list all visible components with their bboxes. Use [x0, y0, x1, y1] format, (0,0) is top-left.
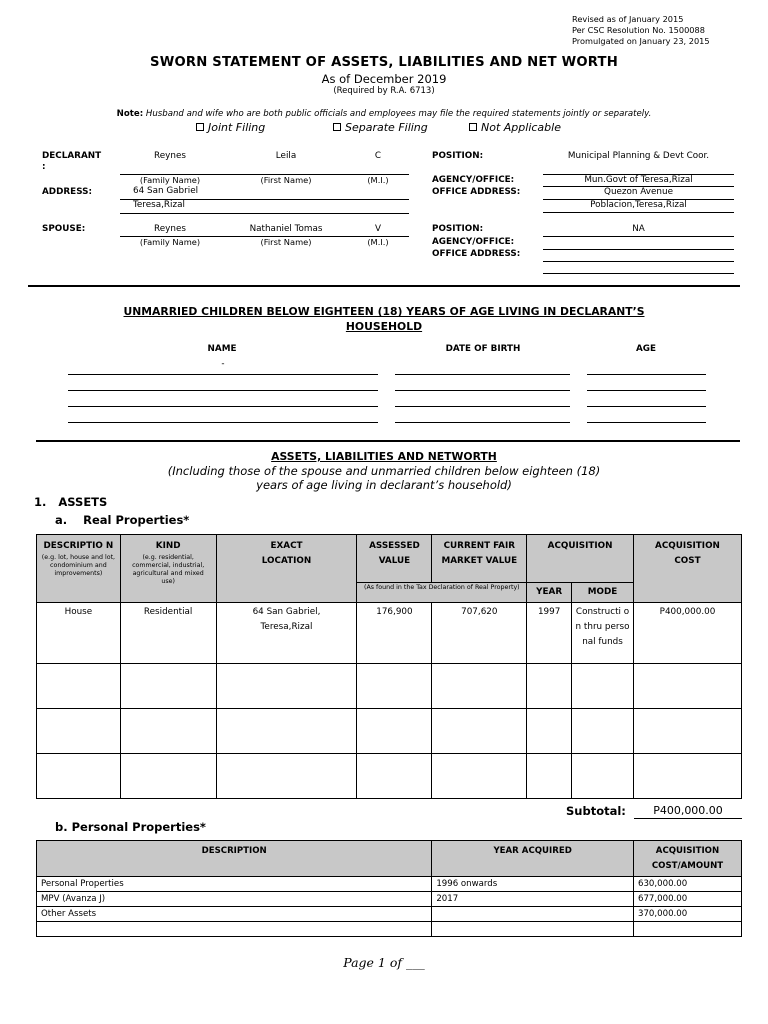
- cell-location: [216, 664, 357, 709]
- personal-properties-table: [36, 840, 742, 937]
- underline: [587, 406, 706, 407]
- col-label: YEAR: [536, 587, 563, 597]
- alnw-subtitle: (Including those of the spouse and unmarried children below eighteen (18): [167, 464, 601, 478]
- col-label: ACQUISITION: [547, 541, 613, 551]
- col-hint: (e.g. residential, commercial, industrial, agricultural and mixed use): [132, 554, 205, 585]
- col-cost: [633, 535, 741, 603]
- col-age: AGE: [635, 344, 657, 354]
- cell-cost: P400,000.00: [633, 603, 741, 664]
- cell-assessed: 176,900: [357, 603, 432, 664]
- first-name-caption: (First Name): [260, 175, 312, 185]
- cell-description: Personal Properties: [37, 877, 432, 892]
- table-row: [37, 603, 742, 664]
- cell-kind: [120, 664, 216, 709]
- children-heading: [0, 304, 768, 334]
- declarant-office-address-2: Poblacion,Teresa,Rizal: [590, 200, 687, 210]
- checkbox-icon[interactable]: [196, 123, 204, 131]
- declarant-office-address-1: Quezon Avenue: [604, 187, 673, 197]
- col-kind: [120, 535, 216, 603]
- col-label: ACQUISITION COST/AMOUNT: [651, 846, 724, 871]
- revision-line: Revised as of January 2015: [572, 14, 684, 24]
- cell-year: [527, 709, 572, 754]
- mi-caption: (M.I.): [367, 237, 389, 247]
- personal-properties-heading: b. Personal Properties*: [55, 820, 206, 834]
- cell-assessed: [357, 664, 432, 709]
- revision-line: Per CSC Resolution No. 1500088: [572, 25, 705, 35]
- cell-description: [37, 922, 432, 937]
- cell-year: [527, 664, 572, 709]
- section-divider: [28, 285, 740, 287]
- cell-fair: 707,620: [432, 603, 527, 664]
- declarant-family-name: Reynes: [154, 151, 186, 161]
- underline: [543, 273, 734, 274]
- col-acquisition-cost: [634, 841, 742, 877]
- col-label: ACQUISITION COST: [655, 541, 720, 566]
- cell-year: [432, 922, 634, 937]
- note-text: Husband and wife who are both public officials and employees may file the required statements jointly or separately.: [145, 109, 652, 119]
- declarant-colon: :: [42, 162, 46, 172]
- col-fair-value: [432, 535, 527, 583]
- address-label: ADDRESS:: [42, 187, 92, 197]
- spouse-position-label: POSITION:: [432, 224, 484, 234]
- real-properties-table: [36, 534, 742, 799]
- spouse-position: NA: [632, 224, 645, 234]
- col-hint: (e.g. lot, house and lot, condominium and improvements): [41, 554, 116, 577]
- cell-cost: [633, 754, 741, 799]
- underline: [395, 422, 570, 423]
- address-line-1: 64 San Gabriel: [133, 186, 199, 196]
- cell-year: 2017: [432, 892, 634, 907]
- table-row: [37, 664, 742, 709]
- spouse-office-address-label: OFFICE ADDRESS:: [432, 249, 521, 259]
- spouse-label: SPOUSE:: [42, 224, 86, 234]
- col-hint: (As found in the Tax Declaration of Real Property): [364, 584, 520, 591]
- col-dob: DATE OF BIRTH: [445, 344, 521, 354]
- underline: [120, 213, 409, 214]
- cell-mode: [572, 754, 634, 799]
- underline: [68, 406, 378, 407]
- child-name: -: [221, 359, 225, 369]
- cell-assessed: [357, 754, 432, 799]
- cell-kind: Residential: [120, 603, 216, 664]
- col-assessed: [357, 535, 432, 583]
- assets-heading: 1. ASSETS: [34, 495, 108, 509]
- checkbox-icon[interactable]: [469, 123, 477, 131]
- cell-location: [216, 754, 357, 799]
- cell-kind: [120, 754, 216, 799]
- note-label: Note:: [116, 109, 144, 119]
- underline: [543, 261, 734, 262]
- spouse-mi: V: [374, 224, 382, 234]
- checkbox-icon[interactable]: [333, 123, 341, 131]
- underline: [68, 390, 378, 391]
- col-label: MODE: [587, 587, 618, 597]
- cell-mode-text: Constructi on thru personal funds: [575, 607, 630, 647]
- underline: [68, 422, 378, 423]
- page-footer: Page 1 of ___: [343, 955, 425, 970]
- declarant-label: DECLARANT: [42, 151, 102, 161]
- underline: [543, 249, 734, 250]
- cell-assessed: [357, 709, 432, 754]
- cell-description: [37, 664, 121, 709]
- revision-note: [572, 14, 732, 47]
- underline: [543, 236, 734, 237]
- col-label: KIND: [155, 541, 181, 551]
- cell-mode: [572, 709, 634, 754]
- declarant-mi: C: [374, 151, 382, 161]
- col-label: CURRENT FAIR MARKET VALUE: [441, 541, 518, 566]
- alnw-heading: [0, 450, 768, 492]
- first-name-caption: (First Name): [260, 237, 312, 247]
- cell-location: [216, 709, 357, 754]
- family-name-caption: (Family Name): [139, 175, 201, 185]
- spouse-first-name: Nathaniel Tomas: [249, 224, 323, 234]
- children-heading-line: HOUSEHOLD: [345, 320, 423, 333]
- cell-description: MPV (Avanza J): [37, 892, 432, 907]
- underline: [395, 390, 570, 391]
- underline: [587, 374, 706, 375]
- cell-year: 1996 onwards: [432, 877, 634, 892]
- cell-location: [216, 603, 357, 664]
- value-hint-cell: [357, 583, 527, 603]
- alnw-title: ASSETS, LIABILITIES AND NETWORTH: [271, 450, 497, 463]
- declarant-position: Municipal Planning & Devt Coor.: [567, 151, 710, 161]
- underline: [395, 374, 570, 375]
- real-properties-heading: a. Real Properties*: [55, 513, 190, 527]
- declarant-agency: Mun.Govt of Teresa,Rizal: [584, 175, 693, 185]
- underline: [587, 390, 706, 391]
- col-description: DESCRIPTION: [37, 841, 432, 877]
- table-row: [37, 922, 742, 937]
- cell-cost: 370,000.00: [634, 907, 742, 922]
- cell-year: [432, 907, 634, 922]
- table-row: [37, 907, 742, 922]
- col-name: NAME: [207, 344, 237, 354]
- subtotal-label: Subtotal:: [566, 804, 626, 818]
- cell-fair: [432, 664, 527, 709]
- as-of-date: As of December 2019: [321, 72, 447, 86]
- col-description: [37, 535, 121, 603]
- filing-option-separate[interactable]: [333, 121, 428, 134]
- col-label: DESCRIPTIO N: [43, 541, 114, 551]
- filing-option-not-applicable[interactable]: [469, 121, 561, 134]
- filing-option-label: Separate Filing: [345, 121, 428, 134]
- cell-description: [37, 754, 121, 799]
- table-row: [37, 892, 742, 907]
- col-mode: [572, 583, 634, 603]
- address-line-2: Teresa,Rizal: [133, 200, 185, 210]
- underline: [395, 406, 570, 407]
- children-heading-line: UNMARRIED CHILDREN BELOW EIGHTEEN (18) YEARS OF AGE LIVING IN DECLARANT’S: [123, 305, 645, 318]
- cell-cost: [633, 709, 741, 754]
- col-year-acquired: YEAR ACQUIRED: [432, 841, 634, 877]
- section-divider: [36, 440, 740, 442]
- cell-mode: [572, 664, 634, 709]
- filing-option-label: Joint Filing: [208, 121, 266, 134]
- col-label: EXACT LOCATION: [261, 541, 312, 566]
- cell-description: House: [37, 603, 121, 664]
- cell-mode: [572, 603, 634, 664]
- filing-option-joint[interactable]: [196, 121, 265, 134]
- cell-location-text: 64 San Gabriel, Teresa,Rizal: [252, 607, 321, 632]
- table-row: [37, 877, 742, 892]
- cell-cost: 677,000.00: [634, 892, 742, 907]
- cell-year: 1997: [527, 603, 572, 664]
- alnw-subtitle: years of age living in declarant’s household): [256, 478, 512, 492]
- agency-label: AGENCY/OFFICE:: [432, 175, 515, 185]
- subtotal-value: P400,000.00: [634, 804, 742, 819]
- col-year: [527, 583, 572, 603]
- spouse-family-name: Reynes: [154, 224, 186, 234]
- table-row: [37, 709, 742, 754]
- col-location: [216, 535, 357, 603]
- underline: [68, 374, 378, 375]
- col-label: ASSESSED VALUE: [369, 541, 420, 566]
- cell-cost: [633, 664, 741, 709]
- cell-kind: [120, 709, 216, 754]
- cell-cost: 630,000.00: [634, 877, 742, 892]
- spouse-agency-label: AGENCY/OFFICE:: [432, 237, 515, 247]
- position-label: POSITION:: [432, 151, 484, 161]
- cell-year: [527, 754, 572, 799]
- col-acquisition: [527, 535, 634, 583]
- document-title: SWORN STATEMENT OF ASSETS, LIABILITIES AND NET WORTH: [150, 55, 618, 70]
- filing-note: [0, 109, 768, 119]
- cell-cost: [634, 922, 742, 937]
- required-by: (Required by R.A. 6713): [333, 86, 435, 96]
- revision-line: Promulgated on January 23, 2015: [572, 36, 710, 46]
- office-address-label: OFFICE ADDRESS:: [432, 187, 521, 197]
- declarant-first-name: Leila: [275, 151, 297, 161]
- cell-fair: [432, 754, 527, 799]
- cell-description: [37, 709, 121, 754]
- underline: [587, 422, 706, 423]
- filing-option-label: Not Applicable: [481, 121, 561, 134]
- cell-description: Other Assets: [37, 907, 432, 922]
- table-row: [37, 754, 742, 799]
- cell-fair: [432, 709, 527, 754]
- mi-caption: (M.I.): [367, 175, 389, 185]
- family-name-caption: (Family Name): [139, 237, 201, 247]
- underline: [543, 212, 734, 213]
